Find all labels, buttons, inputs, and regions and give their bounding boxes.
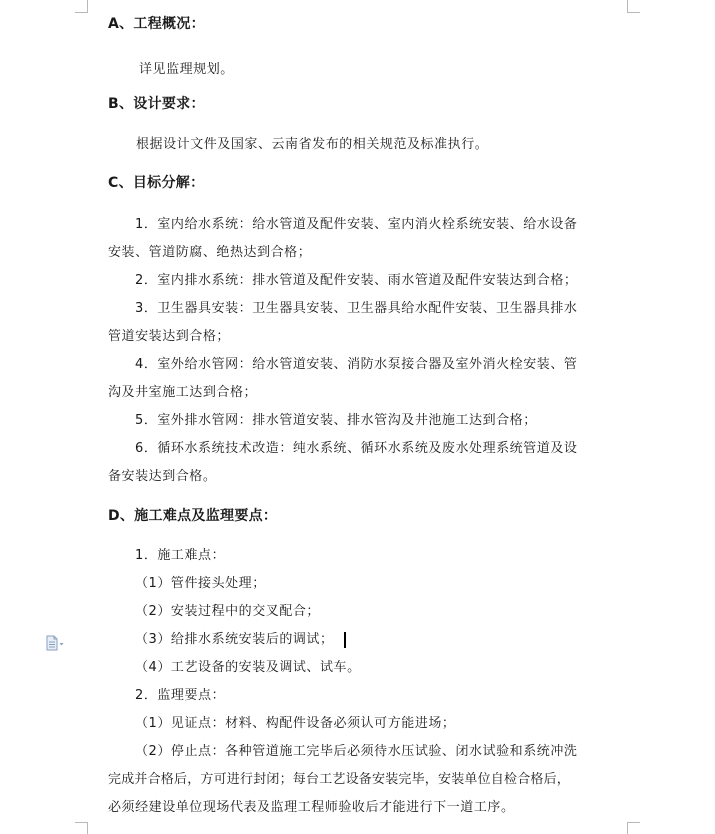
section-c-line: 安装、管道防腐、绝热达到合格； bbox=[108, 245, 312, 260]
crop-mark-bottom-right-h bbox=[627, 822, 640, 823]
section-d-line: （1）见证点：材料、构配件设备必须认可方能进场； bbox=[135, 716, 456, 731]
crop-mark-top-left-v bbox=[87, 0, 88, 12]
section-d-line: （2）停止点：各种管道施工完毕后必须待水压试验、闭水试验和系统冲洗 bbox=[135, 744, 578, 759]
section-c-line: 2．室内排水系统：排水管道及配件安装、雨水管道及配件安装达到合格； bbox=[135, 273, 578, 288]
section-c-line: 沟及井室施工达到合格； bbox=[108, 385, 258, 400]
crop-mark-top-right-h bbox=[627, 12, 640, 13]
document-icon bbox=[45, 635, 65, 651]
section-d-line: 完成并合格后，方可进行封闭；每台工艺设备安装完毕，安装单位自检合格后， bbox=[108, 772, 571, 787]
section-c-line: 4．室外给水管网：给水管道安装、消防水泵接合器及室外消火栓安装、管 bbox=[135, 357, 578, 372]
section-a-heading: A、工程概况： bbox=[108, 16, 205, 32]
section-d-line: （2）安装过程中的交叉配合； bbox=[135, 604, 320, 619]
section-d-line: 2．监理要点： bbox=[135, 688, 226, 703]
paragraph-menu-button[interactable] bbox=[45, 635, 65, 651]
section-b-heading: B、设计要求： bbox=[108, 96, 205, 112]
section-c-line: 3．卫生器具安装：卫生器具安装、卫生器具给水配件安装、卫生器具排水 bbox=[135, 301, 578, 316]
section-d-line: （4）工艺设备的安装及调试、试车。 bbox=[135, 660, 361, 675]
section-c-line: 1．室内给水系统：给水管道及配件安装、室内消火栓系统安装、给水设备 bbox=[135, 217, 578, 232]
section-c-line: 6．循环水系统技术改造：纯水系统、循环水系统及废水处理系统管道及设 bbox=[135, 441, 578, 456]
section-d-line: 必须经建设单位现场代表及监理工程师验收后才能进行下一道工序。 bbox=[108, 800, 515, 815]
section-d-line: （1）管件接头处理； bbox=[135, 576, 266, 591]
crop-mark-bottom-right-v bbox=[627, 822, 628, 834]
section-d-line: （3）给排水系统安装后的调试； bbox=[135, 632, 334, 647]
section-d-heading: D、施工难点及监理要点： bbox=[108, 508, 278, 524]
crop-mark-top-left-h bbox=[75, 12, 88, 13]
section-c-line: 5．室外排水管网：排水管道安装、排水管沟及井池施工达到合格； bbox=[135, 413, 537, 428]
text-cursor bbox=[344, 632, 346, 648]
crop-mark-top-right-v bbox=[627, 0, 628, 12]
crop-mark-bottom-left-v bbox=[87, 822, 88, 834]
section-b-line: 根据设计文件及国家、云南省发布的相关规范及标准执行。 bbox=[136, 137, 489, 152]
section-c-line: 管道安装达到合格； bbox=[108, 329, 230, 344]
section-a-line: 详见监理规划。 bbox=[139, 62, 234, 77]
crop-mark-bottom-left-h bbox=[75, 822, 88, 823]
section-c-heading: C、目标分解： bbox=[108, 175, 205, 191]
section-d-line: 1．施工难点： bbox=[135, 548, 226, 563]
chevron-down-icon bbox=[60, 643, 64, 646]
section-c-line: 备安装达到合格。 bbox=[108, 469, 217, 484]
